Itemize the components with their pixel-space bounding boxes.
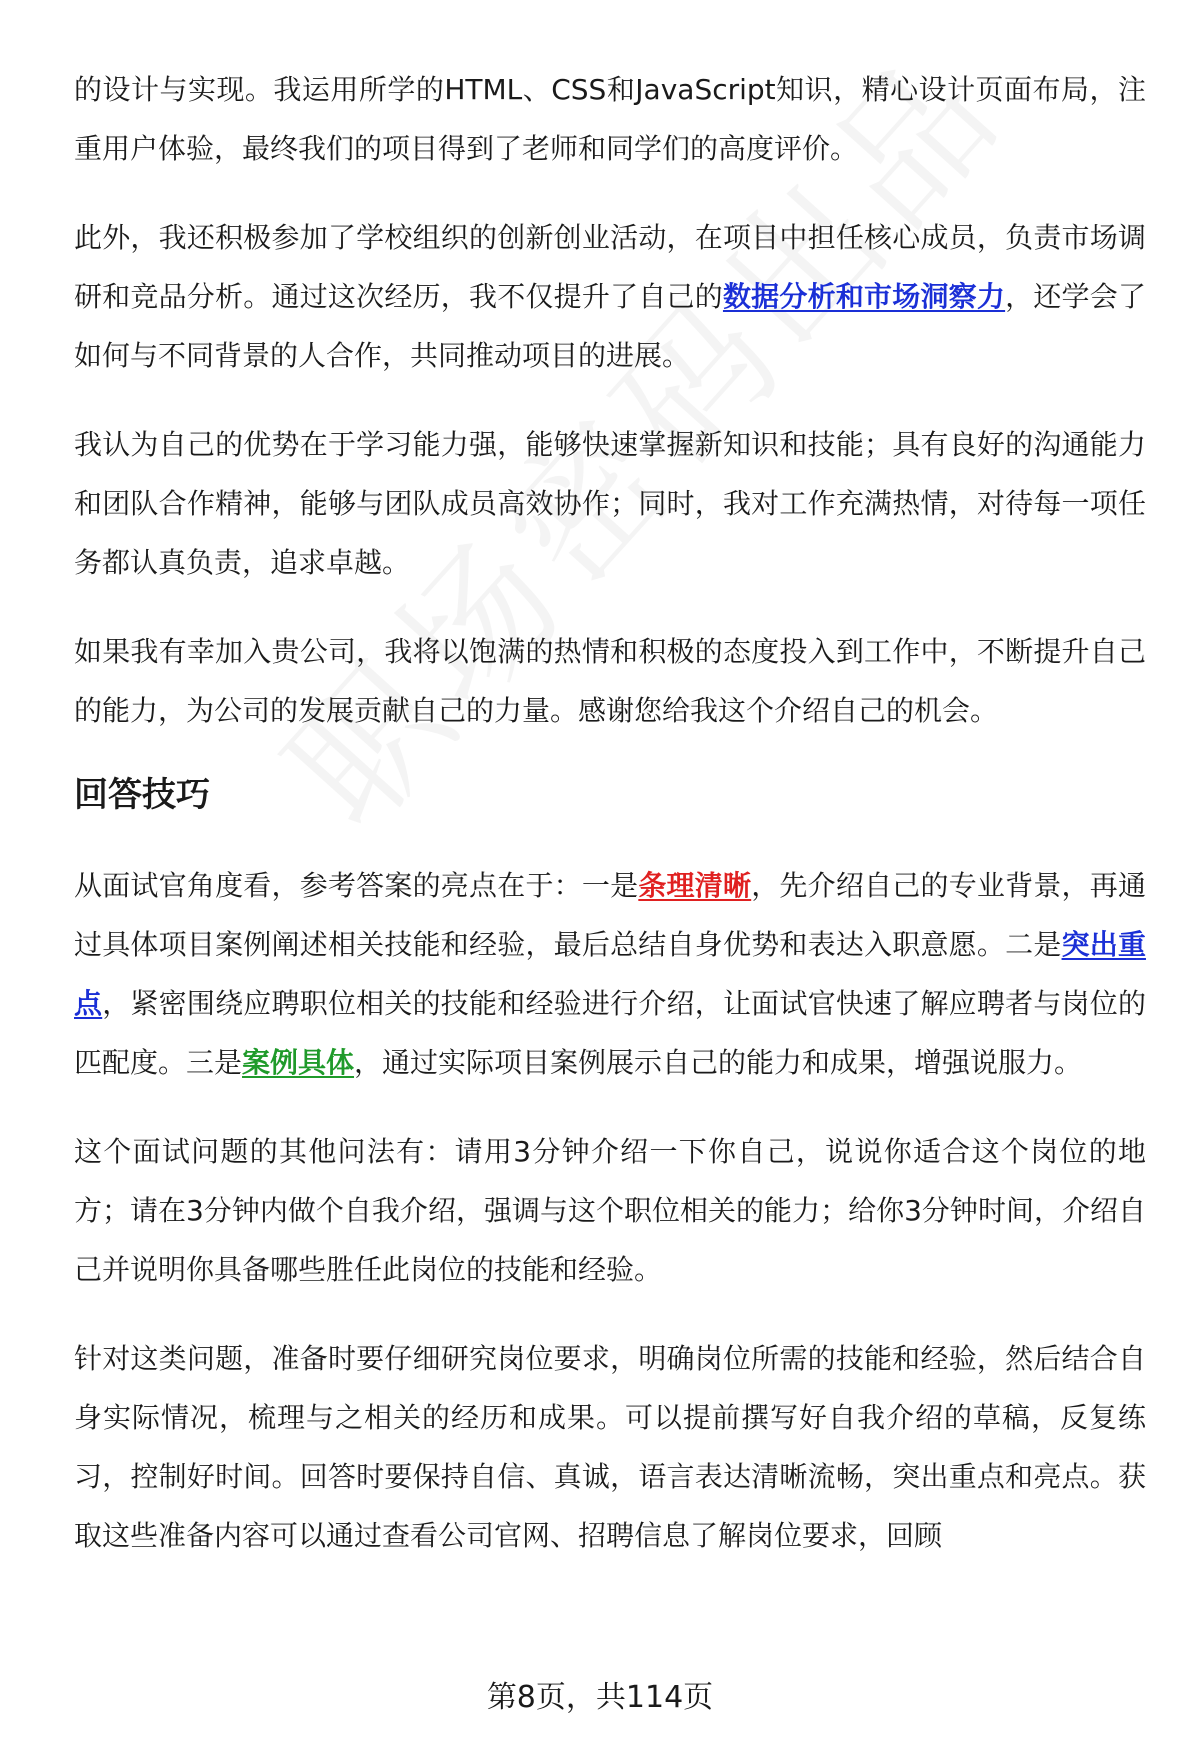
paragraph-2 — [74, 208, 1146, 385]
section-heading: 回答技巧 — [74, 775, 210, 815]
highlight-clear-structure: 条理清晰 — [638, 869, 752, 902]
paragraph-5 — [74, 856, 1146, 1092]
paragraph-5-text-b: ，先介绍自己的专业背景，再通过具体项目案例阐述相关技能和经验，最后总结自身优势和表达入职意愿。二是 — [74, 869, 1146, 961]
paragraph-5-text-c: ，紧密围绕应聘职位相关的技能和经验进行介绍，让面试官快速了解应聘者与岗位的匹配度。三是 — [74, 987, 1146, 1079]
paragraph-3: 我认为自己的优势在于学习能力强，能够快速掌握新知识和技能；具有良好的沟通能力和团队合作精神，能够与团队成员高效协作；同时，我对工作充满热情，对待每一项任务都认真负责，追求卓越。 — [74, 428, 1146, 579]
paragraph-7: 针对这类问题，准备时要仔细研究岗位要求，明确岗位所需的技能和经验，然后结合自身实际情况，梳理与之相关的经历和成果。可以提前撰写好自我介绍的草稿，反复练习，控制好时间。回答时要保持自信、真诚，语言表达清晰流畅，突出重点和亮点。获取这些准备内容可以通过查看公司官网、招聘信息了解岗位要求，回顾 — [74, 1342, 1146, 1552]
highlight-key-points: 突出重点 — [74, 928, 1146, 1020]
paragraph-2-text-a: 此外，我还积极参加了学校组织的创新创业活动，在项目中担任核心成员，负责市场调研和竞品分析。通过这次经历，我不仅提升了自己的 — [74, 221, 1146, 313]
paragraph-5-text-a: 从面试官角度看，参考答案的亮点在于：一是 — [74, 869, 639, 902]
paragraph-4: 如果我有幸加入贵公司，我将以饱满的热情和积极的态度投入到工作中，不断提升自己的能力，为公司的发展贡献自己的力量。感谢您给我这个介绍自己的机会。 — [74, 635, 1146, 727]
paragraph-5-text-d: ，通过实际项目案例展示自己的能力和成果，增强说服力。 — [354, 1046, 1083, 1079]
document-body — [74, 60, 1146, 1595]
highlight-concrete-cases: 案例具体 — [242, 1046, 355, 1079]
highlight-data-analysis: 数据分析和市场洞察力 — [722, 280, 1006, 313]
paragraph-2-text-b: ，还学会了如何与不同背景的人合作，共同推动项目的进展。 — [74, 280, 1146, 372]
page-footer: 第8页，共114页 — [486, 1680, 714, 1715]
paragraph-1: 的设计与实现。我运用所学的HTML、CSS和JavaScript知识，精心设计页面布局，注重用户体验，最终我们的项目得到了老师和同学们的高度评价。 — [74, 73, 1146, 165]
paragraph-6: 这个面试问题的其他问法有：请用3分钟介绍一下你自己，说说你适合这个岗位的地方；请在3分钟内做个自我介绍，强调与这个职位相关的能力；给你3分钟时间，介绍自己并说明你具备哪些胜任此岗位的技能和经验。 — [74, 1135, 1146, 1286]
